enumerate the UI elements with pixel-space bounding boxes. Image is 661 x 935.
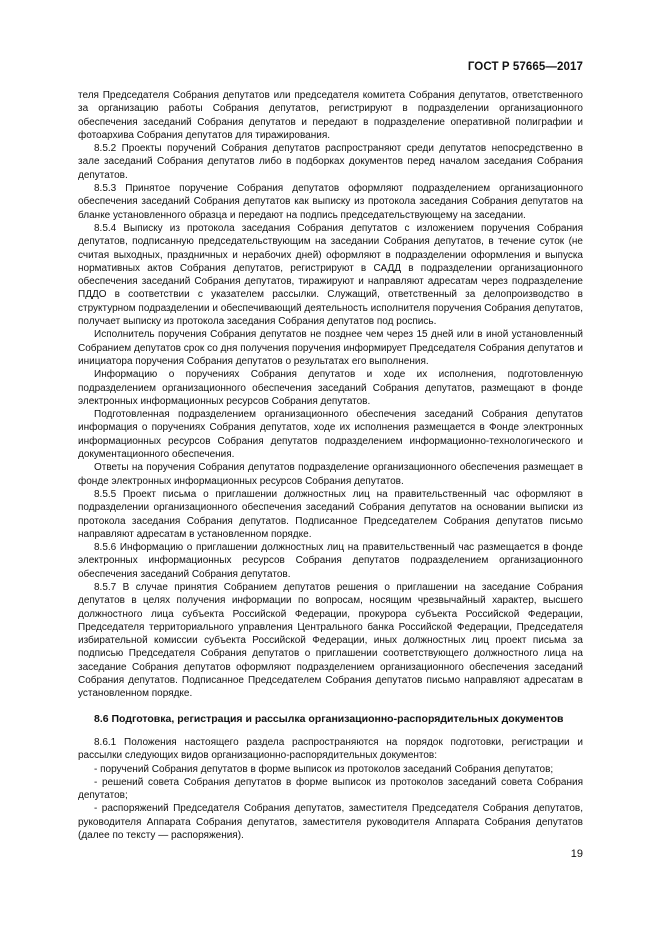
paragraph-8-6-1: 8.6.1 Положения настоящего раздела распространяются на порядок подготовки, регистрации и рассылки следующих видов организационно-распорядительных документов: [78, 736, 583, 762]
paragraph-8-5-3: 8.5.3 Принятое поручение Собрания депутатов оформляют подразделением организационного обеспечения заседаний Собрания депутатов как выписку из протокола заседания Собрания депутатов на бланке установленного образца и передают на подпись председательствующему на заседании. [78, 183, 583, 221]
paragraph-answers: Ответы на поручения Собрания депутатов подразделение организационного обеспечения размещает в фонде электронных информационных ресурсов Собрания депутатов. [78, 462, 583, 487]
standard-code-header: ГОСТ Р 57665—2017 [467, 61, 583, 73]
paragraph-8-5-4: 8.5.4 Выписку из протокола заседания Собрания депутатов с изложением поручения Собрания депутатов, подписанную председательствующим на заседании Собрания депутатов, в течение суток (не считая выходных, праздничных и нерабочих дней) оформляют в подразделении оформления и выпуска нормативных актов Собрания депутатов, регистрируют в САДД в подразделении организационного обеспечения заседаний Собрания депутатов, тиражируют и направляют адресатам через подразделение ПДДО в соответствии с указателем рассылки. Служащий, ответственный за делопроизводство в структурном подразделении и обеспечивающий деятельность исполнителя поручения Собрания депутатов, получает выписку из протокола заседания Собрания депутатов под роспись. [78, 222, 583, 328]
paragraph-prepared-info: Подготовленная подразделением организационного обеспечения заседаний Собрания депутатов информация о поручениях Собрания депутатов, ходе их исполнения размещается в Фонде электронных информационных ресурсов Собрания депутатов подразделением информационно-технологического и документационного обеспечения. [78, 409, 583, 461]
paragraph-8-5-7: 8.5.7 В случае принятия Собранием депутатов решения о приглашении на заседание Собрания депутатов в целях получения информации по вопросам, носящим чрезвычайный характер, высшего должностного лица субъекта Российской Федерации, прокурора субъекта Российской Федерации, Председателя территориального управления Центрального банка Российской Федерации, Председателя избирательной комиссии субъекта Российской Федерации, иных должностных лиц проект письма за подписью Председателя Собрания депутатов о приглашении соответствующего должностного лица на заседание Собрания депутатов оформляют подразделением организационного обеспечения заседаний Собрания депутатов. Подписанное Председателем Собрания депутатов письмо направляют адресатам в установленном порядке. [78, 581, 583, 700]
paragraph-continuation: теля Председателя Собрания депутатов или председателя комитета Собрания депутатов, ответственного за организацию работы Собрания депутатов, регистрируют в подразделении организационного обеспечения заседаний Собрания депутатов и передают в подразделение оперативной полиграфии и фотоархива Собрания депутатов для тиражирования. [78, 90, 583, 141]
list-item: - распоряжений Председателя Собрания депутатов, заместителя Председателя Собрания депутатов, руководителя Аппарата Собрания депутатов, заместителя руководителя Аппарата Собрания депутатов (далее по тексту — распоряжения). [78, 803, 583, 842]
section-title-8-6: 8.6 Подготовка, регистрация и рассылка организационно-распорядительных документов [94, 712, 564, 725]
document-body [78, 89, 583, 842]
paragraph-8-5-2: 8.5.2 Проекты поручений Собрания депутатов распространяют среди депутатов непосредственно в зале заседаний Собрания депутатов либо в подборках документов перед началом заседания Собрания депутатов. [78, 143, 583, 181]
list-item: - решений совета Собрания депутатов в форме выписок из протоколов заседаний совета Собрания депутатов; [78, 776, 583, 802]
list-item: - поручений Собрания депутатов в форме выписок из протоколов заседаний Собрания депутатов; [94, 763, 554, 775]
page-number: 19 [570, 848, 583, 860]
paragraph-info-placement: Информацию о поручениях Собрания депутатов и ходе их исполнения, подготовленную подразделением организационного обеспечения заседаний Собрания депутатов, размещают в фонде электронных информационных ресурсов Собрания депутатов. [78, 369, 583, 407]
paragraph-executor: Исполнитель поручения Собрания депутатов не позднее чем через 15 дней или в иной установленный Собранием депутатов срок со дня получения поручения информирует Председателя Собрания депутатов и инициатора поручения Собрания депутатов о результатах его выполнения. [78, 329, 583, 367]
paragraph-8-5-6: 8.5.6 Информацию о приглашении должностных лиц на правительственный час размещается в фонде электронных информационных ресурсов Собрания депутатов подразделением организационного обеспечения заседаний Собрания депутатов. [78, 542, 583, 580]
paragraph-8-5-5: 8.5.5 Проект письма о приглашении должностных лиц на правительственный час оформляют в подразделении организационного обеспечения заседаний Собрания депутатов на основании выписки из протокола заседания Собрания депутатов. Подписанное Председателем Собрания депутатов письмо направляют адресатам в установленном порядке. [78, 488, 583, 540]
